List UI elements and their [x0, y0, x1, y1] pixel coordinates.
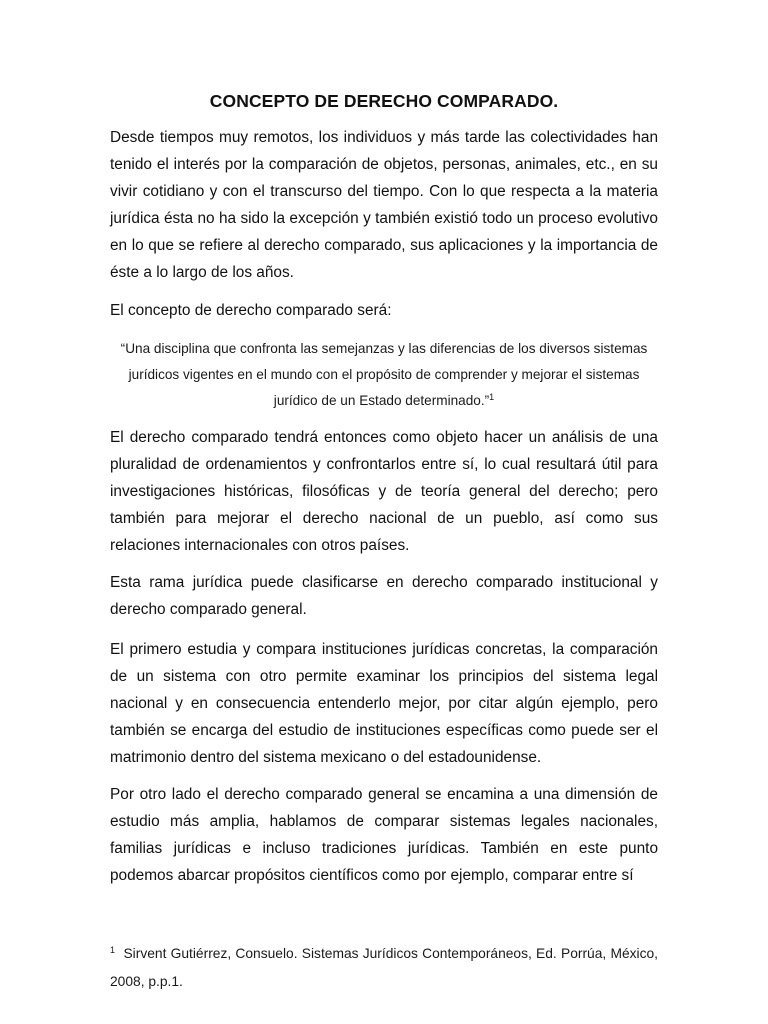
paragraph-concept-lead: El concepto de derecho comparado será: [110, 302, 392, 319]
footnote [110, 940, 658, 996]
paragraph-intro: Desde tiempos muy remotos, los individuos y más tarde las colectividades han tenido el interés por la comparación de objetos, personas, animales, etc., en su vivir cotidiano y con el transcurso del tiempo. Con lo que respecta a la materia jurídica ésta no ha sido la excepción y también existió todo un proceso evolutivo en lo que se refiere al derecho comparado, sus aplicaciones y la importancia de éste a lo largo de los años. [110, 129, 658, 281]
quote-text: “Una disciplina que confronta las semejanzas y las diferencias de los diversos sistemas jurídicos vigentes en el mundo con el propósito de comprender y mejorar el sistemas jurídico de un Estado determinado.” [120, 341, 648, 408]
document-title: CONCEPTO DE DERECHO COMPARADO. [209, 91, 559, 111]
footnote-marker: 1 [110, 945, 116, 955]
paragraph-classification: Esta rama jurídica puede clasificarse en derecho comparado institucional y derecho comparado general. [110, 574, 658, 618]
paragraph-object: El derecho comparado tendrá entonces como objeto hacer un análisis de una pluralidad de ordenamientos y confrontarlos entre sí, lo cual resultará útil para investigaciones históricas, filosóficas y de teoría general del derecho; pero también para mejorar el derecho nacional de un pueblo, así como sus relaciones internacionales con otros países. [110, 429, 658, 554]
paragraph-institutional: El primero estudia y compara instituciones jurídicas concretas, la comparación de un sistema con otro permite examinar los principios del sistema legal nacional y en consecuencia entenderlo mejor, por citar algún ejemplo, pero también se encarga del estudio de instituciones específicas como puede ser el matrimonio dentro del sistema mexicano o del estadounidense. [110, 641, 658, 766]
paragraph-general: Por otro lado el derecho comparado general se encamina a una dimensión de estudio más amplia, hablamos de comparar sistemas legales nacionales, familias jurídicas e incluso tradiciones jurídicas. También en este punto podemos abarcar propósitos científicos como por ejemplo, comparar entre sí [110, 786, 658, 884]
quote-footnote-ref: 1 [489, 392, 495, 402]
definition-quote [110, 336, 658, 414]
footnote-text: Sirvent Gutiérrez, Consuelo. Sistemas Jurídicos Contemporáneos, Ed. Porrúa, México, 2008, p.p.1. [110, 946, 658, 989]
